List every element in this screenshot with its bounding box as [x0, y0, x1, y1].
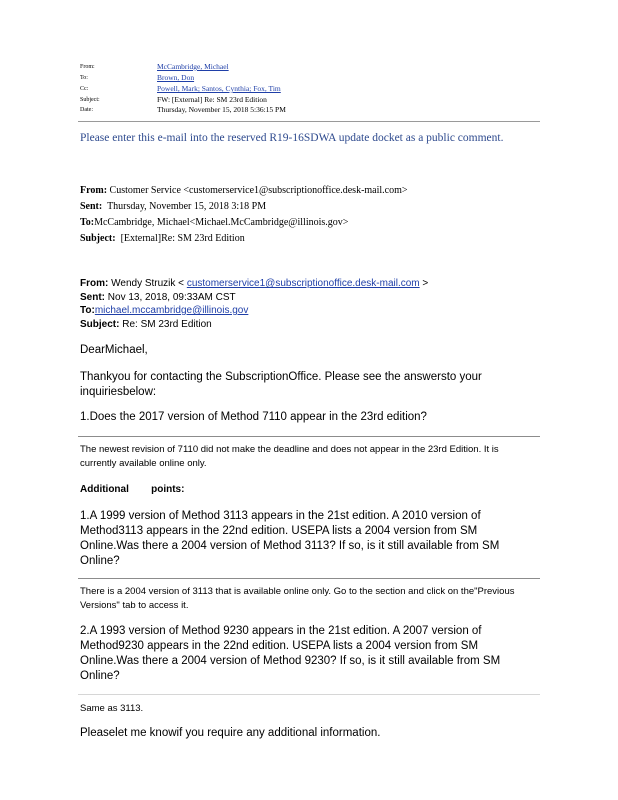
- orig-sent-label: Sent:: [80, 292, 105, 303]
- orig-from-label: From:: [80, 278, 109, 289]
- header-to-value[interactable]: Brown, Don: [157, 73, 195, 82]
- orig-to-label: To:: [80, 305, 95, 316]
- orig-subject-label: Subject:: [80, 319, 120, 330]
- additional-points-heading: Additional points:: [80, 484, 185, 495]
- header-divider: [78, 121, 540, 122]
- header-subject-label: Subject:: [80, 97, 100, 103]
- orig-from-end: >: [422, 278, 429, 289]
- fw-sent-value: Thursday, November 15, 2018 3:18 PM: [107, 201, 267, 212]
- fw-to-label: To:: [80, 217, 95, 228]
- orig-subject-line: [80, 319, 212, 330]
- greeting: DearMichael,: [80, 344, 148, 356]
- header-date-label: Date:: [80, 107, 93, 113]
- answer-1: The newest revision of 7110 did not make the deadline and does not appear in the 23rd Edition. It is currently available online only.: [80, 444, 499, 469]
- orig-from-line: [80, 278, 428, 289]
- forward-note: Please enter this e-mail into the reserved R19-16SDWA update docket as a public comment.: [80, 132, 504, 144]
- fw-subject-line: [80, 233, 245, 244]
- fw-sent-label: Sent:: [80, 201, 103, 212]
- orig-sent-value: Nov 13, 2018, 09:33AM CST: [107, 292, 236, 303]
- answer-3: Same as 3113.: [80, 703, 144, 714]
- fw-sent-line: [80, 201, 266, 212]
- answer-1-divider: [78, 436, 540, 437]
- fw-subject-label: Subject:: [80, 233, 116, 244]
- fw-to-value: McCambridge, Michael<Michael.McCambridge@illinois.gov>: [94, 217, 349, 228]
- orig-sent-line: [80, 292, 236, 303]
- orig-subject-value: Re: SM 23rd Edition: [122, 319, 212, 330]
- answer-3-divider: [78, 694, 540, 695]
- orig-from-name: Wendy Struzik <: [111, 278, 185, 289]
- fw-from-line: [80, 185, 408, 196]
- header-cc-value[interactable]: Powell, Mark; Santos, Cynthia; Fox, Tim: [157, 84, 281, 93]
- header-to-label: To:: [80, 75, 88, 81]
- fw-from-value: Customer Service <customerservice1@subscriptionoffice.desk-mail.com>: [109, 185, 408, 196]
- header-from-value[interactable]: McCambridge, Michael: [157, 62, 229, 71]
- header-date-value: Thursday, November 15, 2018 5:36:15 PM: [157, 105, 286, 114]
- point-1: 1.A 1999 version of Method 3113 appears in the 21st edition. A 2010 version of Method3113 appears in the 22nd edition. USEPA lists a 2004 version from SM Online.Was there a 2004 version of Method 3113? If so, is it still available from SM Online?: [80, 510, 500, 567]
- header-cc-label: Cc:: [80, 86, 89, 92]
- closing: Pleaselet me knowif you require any additional information.: [80, 727, 381, 739]
- orig-to-email-link[interactable]: michael.mccambridge@illinois.gov: [94, 305, 249, 316]
- orig-from-email-link[interactable]: customerservice1@subscriptionoffice.desk-mail.com: [186, 278, 420, 289]
- question-1: 1.Does the 2017 version of Method 7110 appear in the 23rd edition?: [80, 411, 427, 423]
- header-subject-value: FW: [External] Re: SM 23rd Edition: [157, 95, 267, 104]
- point-2: 2.A 1993 version of Method 9230 appears in the 21st edition. A 2007 version of Method9230 appears in the 22nd edition. USEPA lists a 2004 version from SM Online.Was there a 2004 version of Method 9230? If so, is it still available from SM Online?: [80, 625, 501, 682]
- header-from-label: From:: [80, 64, 95, 70]
- fw-from-label: From:: [80, 185, 108, 196]
- fw-to-line: [80, 217, 348, 228]
- intro-paragraph: Thankyou for contacting the SubscriptionOffice. Please see the answersto your inquiriesbelow:: [80, 371, 482, 398]
- answer-2: There is a 2004 version of 3113 that is available online only. Go to the section and click on the"Previous Versions" tab to access it.: [80, 586, 515, 611]
- answer-2-divider: [78, 578, 540, 579]
- fw-subject-value: [External]Re: SM 23rd Edition: [120, 233, 245, 244]
- orig-to-line: [80, 305, 248, 316]
